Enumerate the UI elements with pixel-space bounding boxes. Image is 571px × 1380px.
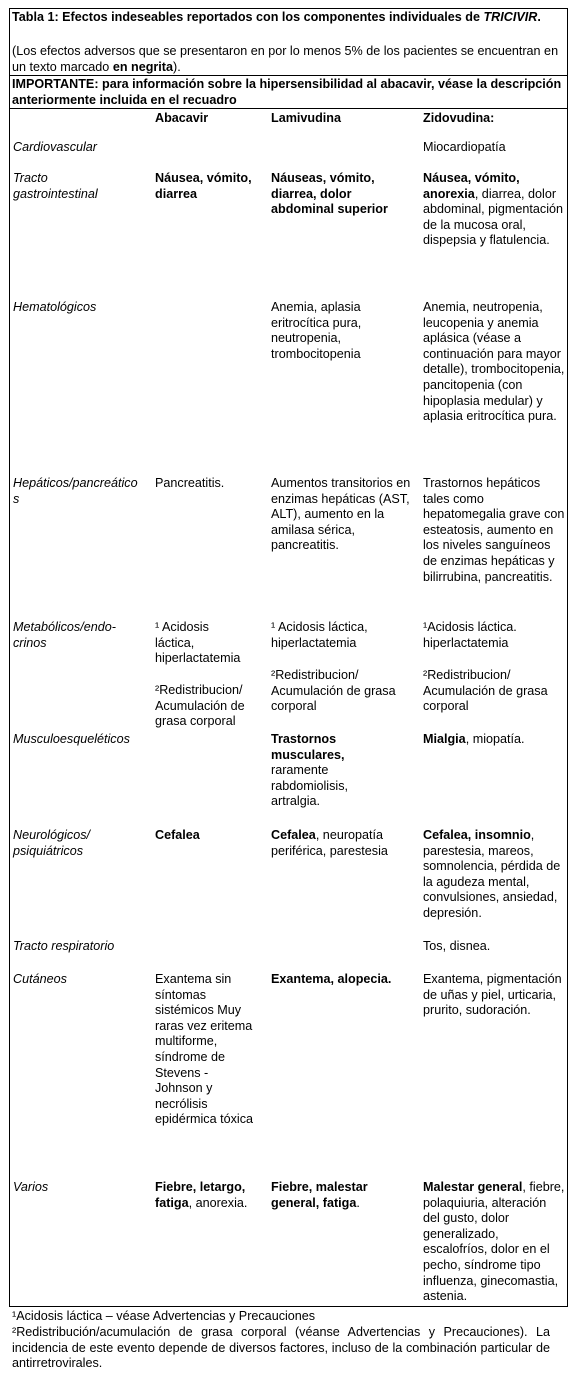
cell-text-bold: Cefalea — [271, 828, 316, 842]
divider — [9, 75, 568, 76]
cell-text: Pancreatitis. — [155, 476, 225, 490]
column-header-lamivudina: Lamivudina — [271, 111, 341, 125]
row-lamivudina-cell — [271, 1180, 386, 1211]
cell-text-bold: Náusea, vómito, diarrea — [155, 171, 256, 201]
cell-text: ¹ Acidosis láctica, hiperlactatemia — [155, 620, 241, 666]
intro-note: (Los efectos adversos que se presentaron en por lo menos 5% de los pacientes se encuentran en un texto marcado en negrita). — [12, 44, 559, 74]
row-lamivudina-cell — [271, 972, 416, 988]
cell-text: , miopatía. — [465, 732, 525, 746]
cell-text: Miocardiopatía — [423, 140, 506, 154]
row-zidovudina-cell — [423, 140, 566, 156]
cell-text-bold: Fiebre, letargo, fatiga — [155, 1180, 249, 1210]
column-header-abacavir: Abacavir — [155, 111, 209, 125]
row-lamivudina-cell — [271, 171, 416, 218]
cell-text: , fiebre, polaquiuria, alteración del gusto, dolor generalizado, escalofríos, dolor en el pecho, síndrome tipo influenza, ginecomastia, astenia. — [423, 1180, 568, 1304]
row-category: Hepáticos/pancreáticos — [13, 476, 138, 506]
cell-text-bold: Exantema, alopecia. — [271, 972, 392, 986]
cell-text: . — [356, 1195, 360, 1210]
cell-text: Exantema, pigmentación de uñas y piel, urticaria, prurito, sudoración. — [423, 972, 566, 1018]
row-zidovudina-cell — [423, 972, 566, 1019]
row-category: Neurológicos/ psiquiátricos — [13, 828, 91, 858]
cell-text: Anemia, aplasia eritrocítica pura, neutropenia, trombocitopenia — [271, 300, 365, 361]
cell-text: Tos, disnea. — [423, 939, 491, 953]
cell-text-bold: Mialgia — [423, 732, 466, 746]
footnote-1: ¹Acidosis láctica – véase Advertencias y Precauciones — [12, 1309, 316, 1323]
row-abacavir-cell-2 — [155, 683, 260, 730]
cell-text: , neuropatía periférica, parestesia — [271, 828, 388, 858]
cell-text: ²Redistribucion/ Acumulación de grasa corporal — [155, 683, 249, 729]
cell-text-bold: Fiebre, malestar general, fatiga — [271, 1180, 372, 1210]
cell-text: Anemia, neutropenia, leucopenia y anemia aplásica (véase a continuación para mayor detalle), trombocitopenia, pancitopenia (con hipoplasia medular) y aplasia eritrocítica pura. — [423, 300, 568, 424]
cell-text: ²Redistribucion/ Acumulación de grasa corporal — [423, 668, 552, 714]
table-title: Tabla 1: Efectos indeseables reportados con los componentes individuales de TRICIVIR. — [12, 10, 541, 24]
cell-text: , anorexia. — [188, 1195, 248, 1210]
row-category: Musculoesqueléticos — [13, 732, 130, 746]
cell-text-bold: Cefalea — [155, 828, 200, 842]
row-category: Cutáneos — [13, 972, 67, 986]
row-zidovudina-cell — [423, 939, 566, 955]
cell-text-bold: Náuseas, vómito, diarrea, dolor abdominal superior — [271, 171, 388, 217]
cell-text: , diarrea, dolor abdominal, pigmentación de la mucosa oral, dispepsia y flatulencia. — [423, 186, 567, 248]
cell-text: Exantema sin síntomas sistémicos Muy raras vez eritema multiforme, síndrome de Stevens - Johnson y necrólisis epidérmica tóxica — [155, 972, 256, 1127]
row-lamivudina-cell — [271, 828, 416, 859]
row-abacavir-cell — [155, 476, 265, 492]
cell-text: Aumentos transitorios en enzimas hepáticas (AST, ALT), aumento en la amilasa sérica, pancreatitis. — [271, 476, 414, 553]
cell-text: raramente rabdomiolisis, artralgia. — [271, 747, 352, 809]
row-category: Metabólicos/endo-crinos — [13, 620, 116, 650]
row-category: Varios — [13, 1180, 49, 1194]
row-category: Tracto respiratorio — [13, 939, 115, 953]
row-lamivudina-cell — [271, 476, 416, 554]
row-lamivudina-cell — [271, 732, 371, 810]
row-abacavir-cell — [155, 1180, 267, 1211]
cell-text-bold: Malestar general — [423, 1180, 523, 1194]
row-lamivudina-cell-2 — [271, 668, 411, 715]
row-zidovudina-cell — [423, 732, 566, 748]
row-zidovudina-cell — [423, 300, 566, 425]
row-category: Hematológicos — [13, 300, 97, 314]
row-lamivudina-cell — [271, 300, 416, 362]
row-zidovudina-cell — [423, 476, 566, 585]
cell-text: , parestesia, mareos, somnolencia, pérdida de la agudeza mental, convulsiones, ansiedad, depresión. — [423, 828, 564, 920]
row-abacavir-cell — [155, 828, 265, 844]
cell-text: ²Redistribucion/ Acumulación de grasa corporal — [271, 668, 400, 714]
footnote-2: ²Redistribución/acumulación de grasa corporal (véanse Advertencias y Precauciones). La incidencia de este evento depende de diversos factores, incluso de la combinación particular de antirretrovirales. — [12, 1325, 550, 1371]
row-lamivudina-cell — [271, 620, 411, 651]
row-zidovudina-cell — [423, 1180, 566, 1305]
row-abacavir-cell — [155, 620, 250, 667]
important-note: IMPORTANTE: para información sobre la hipersensibilidad al abacavir, véase la descripción anteriormente incluida en el recuadro — [12, 77, 562, 107]
cell-text: ¹Acidosis láctica. hiperlactatemia — [423, 620, 521, 650]
cell-text-bold: Náusea, vómito, anorexia — [423, 171, 524, 201]
column-header-zidovudina: Zidovudina: — [423, 111, 495, 125]
row-abacavir-cell — [155, 171, 265, 202]
row-category: Tracto gastrointestinal — [13, 171, 98, 201]
row-zidovudina-cell — [423, 171, 566, 249]
row-abacavir-cell — [155, 972, 256, 1128]
row-zidovudina-cell — [423, 828, 566, 922]
row-category: Cardiovascular — [13, 140, 97, 154]
cell-text-bold: Trastornos musculares, — [271, 732, 345, 762]
cell-text-bold: Cefalea, insomnio — [423, 828, 531, 842]
cell-text: Trastornos hepáticos tales como hepatomegalia grave con esteatosis, aumento en los niveles sanguíneos de enzimas hepáticas y bilirrubina, pancreatitis. — [423, 476, 568, 584]
divider — [9, 108, 568, 109]
cell-text: ¹ Acidosis láctica, hiperlactatemia — [271, 620, 372, 650]
row-zidovudina-cell-2 — [423, 668, 566, 715]
row-zidovudina-cell — [423, 620, 543, 651]
